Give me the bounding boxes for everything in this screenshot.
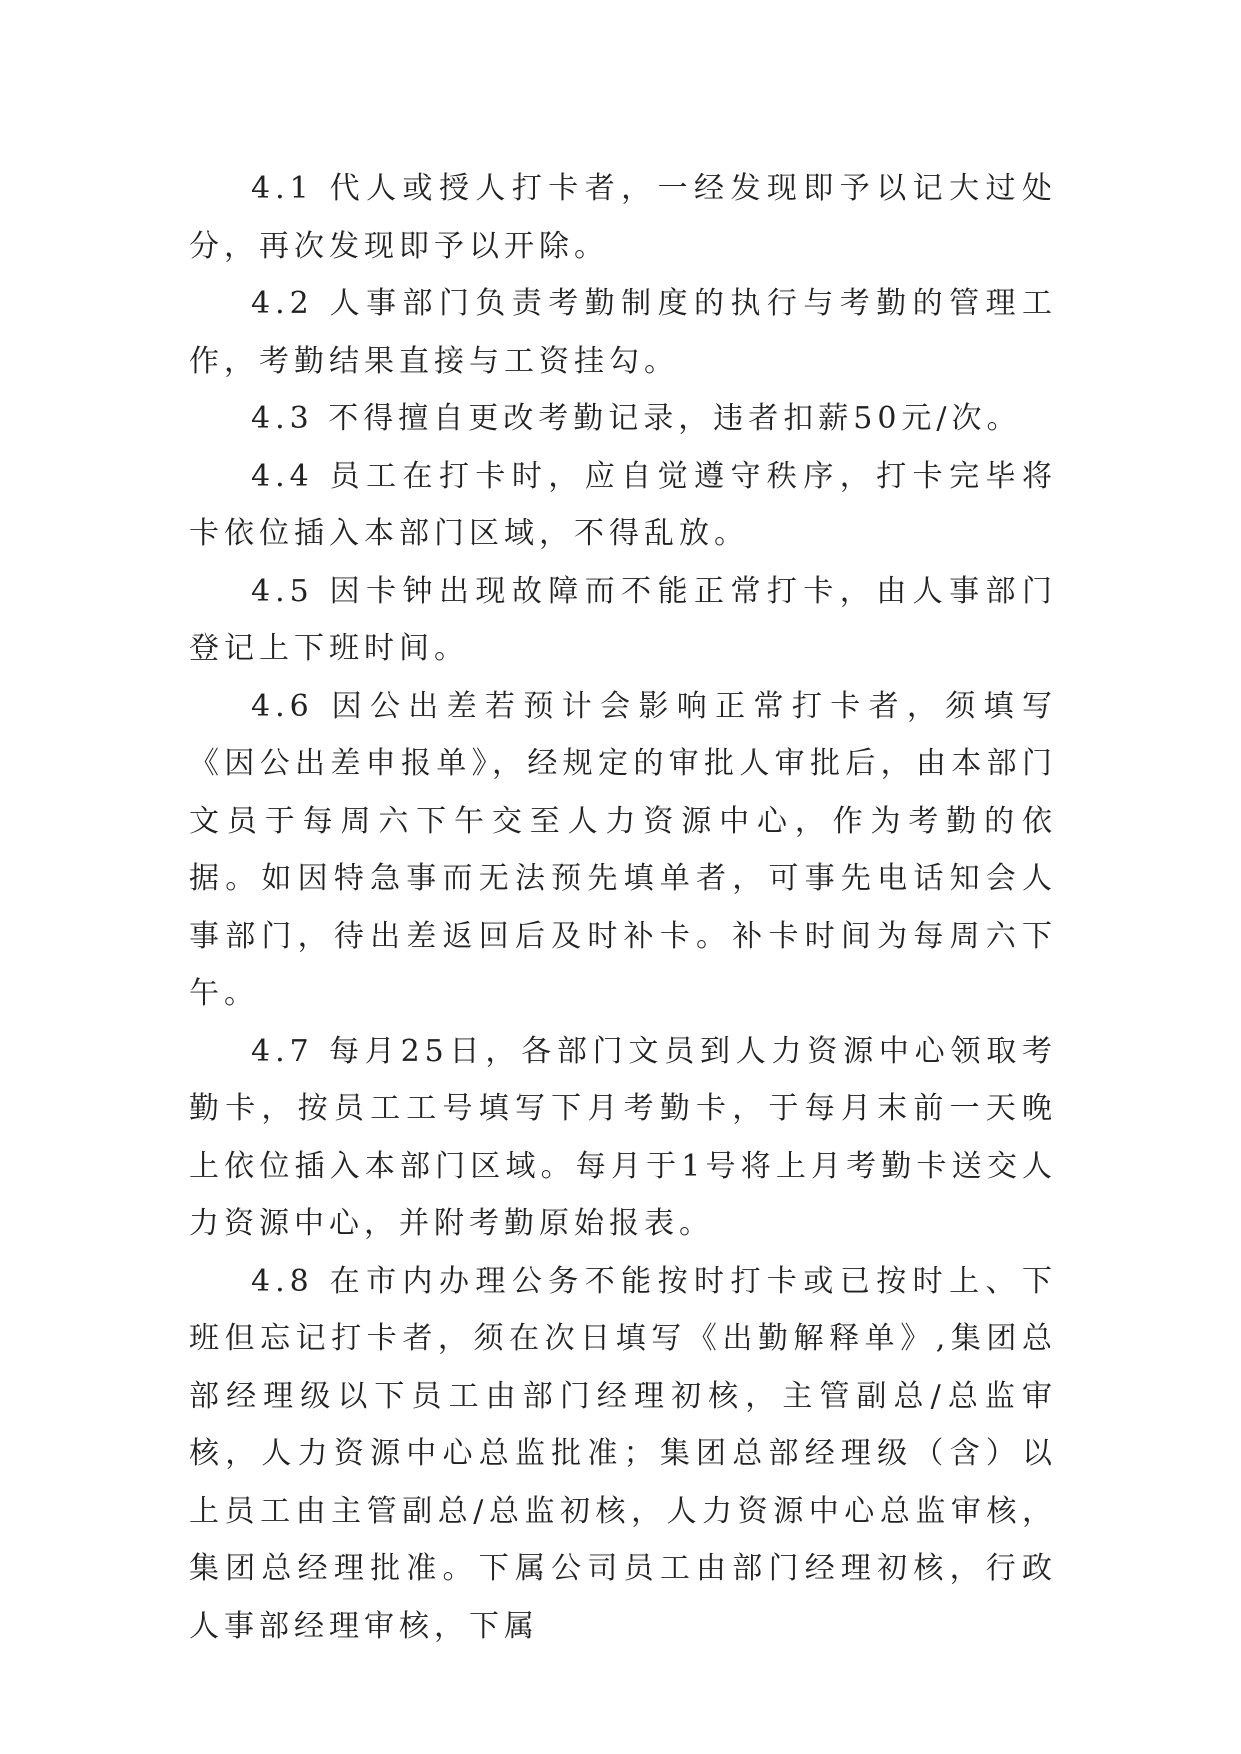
- clause-4-6: 4.6 因公出差若预计会影响正常打卡者，须填写《因公出差申报单》，经规定的审批人审批后，由本部门文员于每周六下午交至人力资源中心，作为考勤的依据。如因特急事而无法预先填单者，可事先电话知会人事部门，待出差返回后及时补卡。补卡时间为每周六下午。: [189, 688, 1057, 1011]
- document-body: [189, 160, 1057, 1655]
- clause-4-1: 4.1 代人或授人打卡者，一经发现即予以记大过处分，再次发现即予以开除。: [189, 171, 1057, 264]
- clause-4-7: 4.7 每月25日，各部门文员到人力资源中心领取考勤卡，按员工工号填写下月考勤卡，于每月末前一天晚上依位插入本部门区域。每月于1号将上月考勤卡送交人力资源中心，并附考勤原始报表。: [189, 1033, 1057, 1241]
- clause-4-3: 4.3 不得擅自更改考勤记录，违者扣薪50元/次。: [251, 401, 1022, 436]
- clause-4-2: 4.2 人事部门负责考勤制度的执行与考勤的管理工作，考勤结果直接与工资挂勾。: [189, 286, 1057, 379]
- clause-4-4: 4.4 员工在打卡时，应自觉遵守秩序，打卡完毕将卡依位插入本部门区域，不得乱放。: [189, 458, 1057, 551]
- clause-4-8: 4.8 在市内办理公务不能按时打卡或已按时上、下班但忘记打卡者，须在次日填写《出勤解释单》,集团总部经理级以下员工由部门经理初核，主管副总/总监审核，人力资源中心总监批准；集团总部经理级（含）以上员工由主管副总/总监初核，人力资源中心总监审核，集团总经理批准。下属公司员工由部门经理初核，行政人事部经理审核，下属: [189, 1263, 1057, 1644]
- clause-4-5: 4.5 因卡钟出现故障而不能正常打卡，由人事部门登记上下班时间。: [189, 573, 1057, 666]
